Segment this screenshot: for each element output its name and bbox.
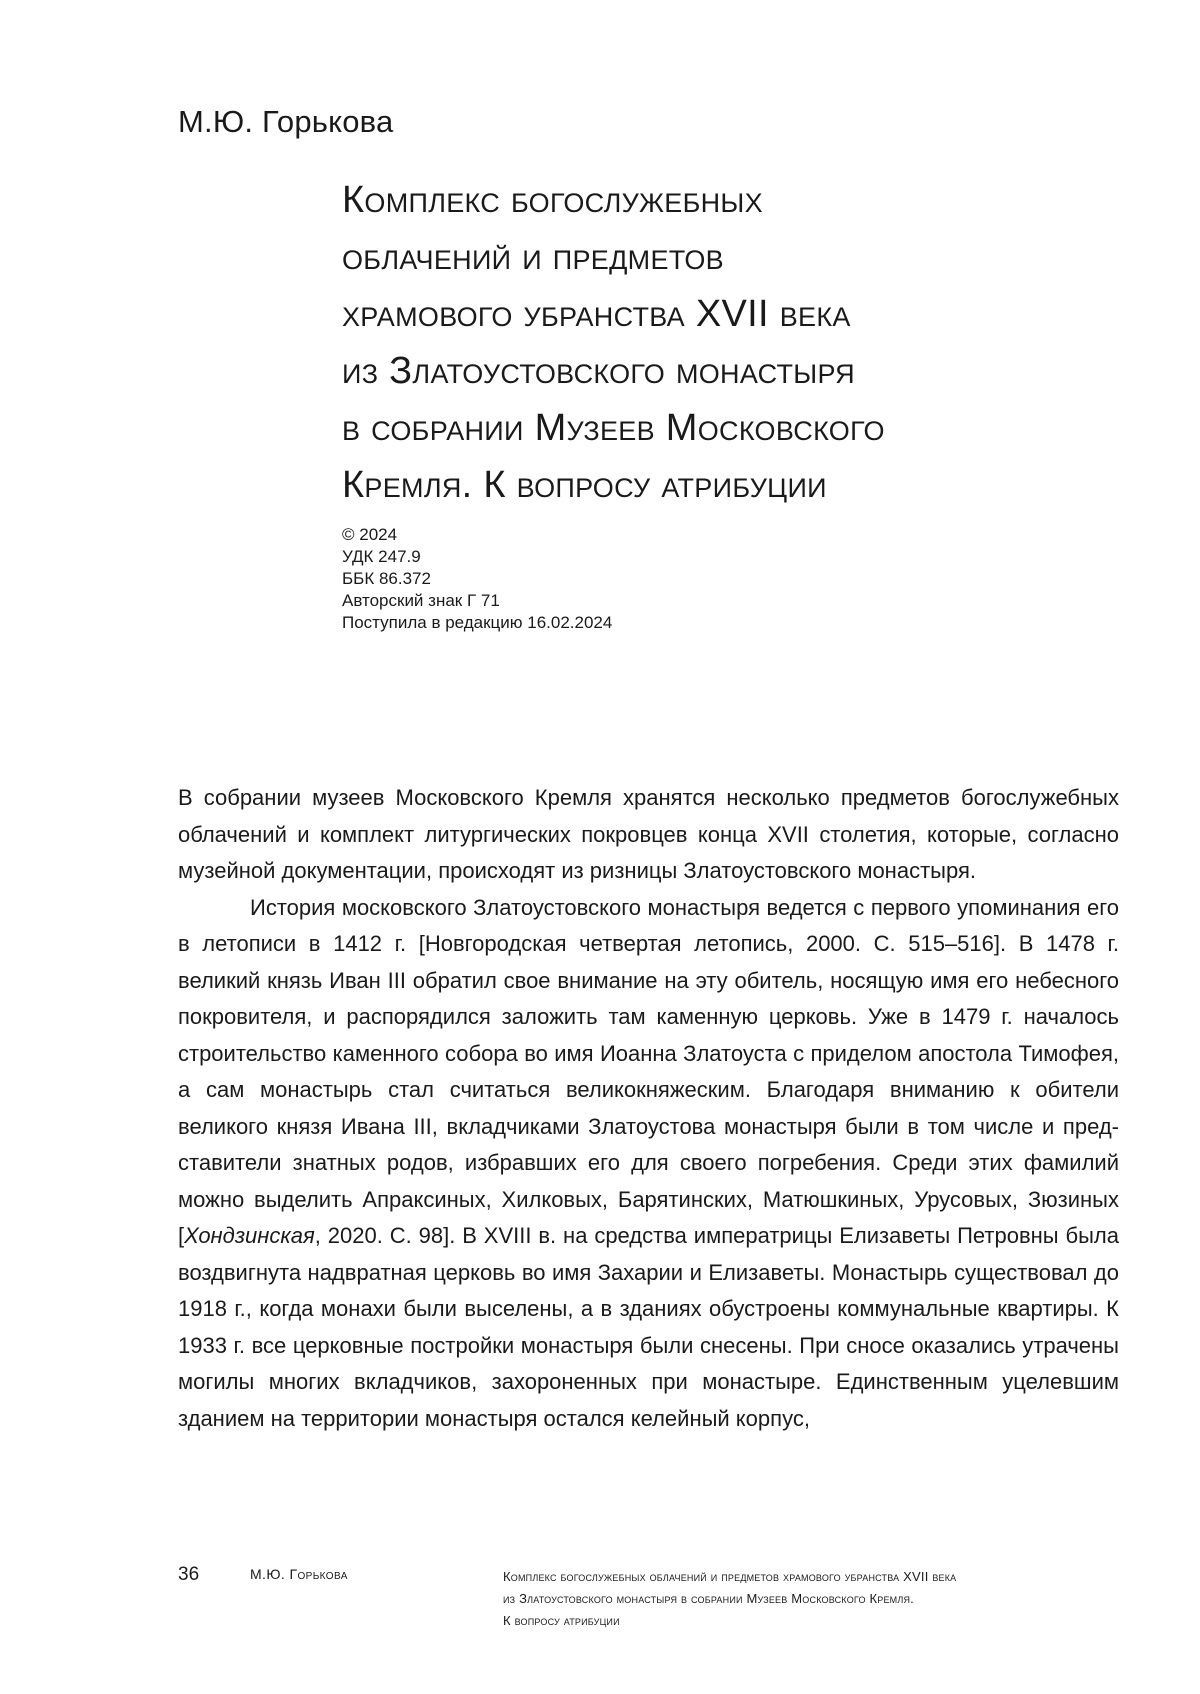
footer-title-line: К вопросу атрибуции (503, 1613, 620, 1628)
title-line: из Златоустовского монастыря (342, 350, 855, 392)
title-line: Кремля. К вопросу атрибуции (342, 464, 827, 506)
article-metadata (342, 524, 612, 634)
udk-code: УДК 247.9 (342, 547, 421, 566)
article-author: М.Ю. Горькова (178, 104, 394, 139)
article-title (342, 172, 1102, 514)
title-line: в собрании Музеев Московского (342, 407, 885, 449)
article-body (178, 780, 1119, 1437)
page-number: 36 (178, 1564, 200, 1585)
citation-author: Хондзинская (184, 1223, 315, 1248)
copyright: © 2024 (342, 525, 398, 544)
author-mark: Авторский знак Г 71 (342, 591, 500, 610)
footer-author: М.Ю. Горькова (250, 1566, 348, 1582)
footer-title (503, 1566, 1143, 1632)
bbk-code: ББК 86.372 (342, 569, 431, 588)
title-line: храмового убранства XVII века (342, 293, 851, 335)
footer-title-line: Комплекс богослужебных облачений и предметов храмового убранства XVII века (503, 1569, 957, 1584)
footer-title-line: из Златоустовского монастыря в собрании Музеев Московского Кремля. (503, 1591, 914, 1606)
title-line: Комплекс богослужебных (342, 179, 763, 221)
received-date: Поступила в редакцию 16.02.2024 (342, 613, 613, 632)
paragraph-text: , 2020. С. 98]. В XVIII в. на средства императрицы Елизаветы Петровны была воздвигнута надвратная церковь во имя Захарии и Елизаветы. Монастырь существовал до 1918 г., когда монахи были выселены, а в зданиях обустроены коммунальные квартиры. К 1933 г. все церковные постройки монастыря были снесены. При сносе оказались утрачены могилы многих вкладчиков, захороненных при монастыре. Единственным уцелевшим зданием на территории монастыря остался келейный корпус, (178, 1223, 1119, 1431)
paragraph-text: История московского Златоустовского монастыря ведется с первого упоминания его в летописи в 1412 г. [Новгородская четвертая летопись, 2000. С. 515–516]. В 1478 г. великий князь Иван III обратил свое внимание на эту обитель, носящую имя его небесного покровителя, и распорядился заложить там каменную церковь. Уже в 1479 г. началось строительство каменного собора во имя Иоанна Златоуста с приделом апостола Тимофея, а сам монастырь стал считаться великокняжеским. Благодаря вниманию к обители великого князя Ивана III, вкладчиками Златоустова монастыря были в том числе и представители знатных родов, избравших его для своего погребения. Среди этих фамилий можно выделить Апраксиных, Хилковых, Барятинских, Матюшкиных, Урусовых, Зюзиных [ (178, 894, 1119, 1248)
paragraph: В собрании музеев Московского Кремля хранятся несколько предметов богослужебных облачений и комплект литургических покровцев конца XVII столетия, которые, согласно музейной документации, происходят из ризницы Златоустовского монастыря. (178, 785, 1119, 883)
title-line: облачений и предметов (342, 236, 724, 278)
paragraph (178, 890, 1119, 1438)
